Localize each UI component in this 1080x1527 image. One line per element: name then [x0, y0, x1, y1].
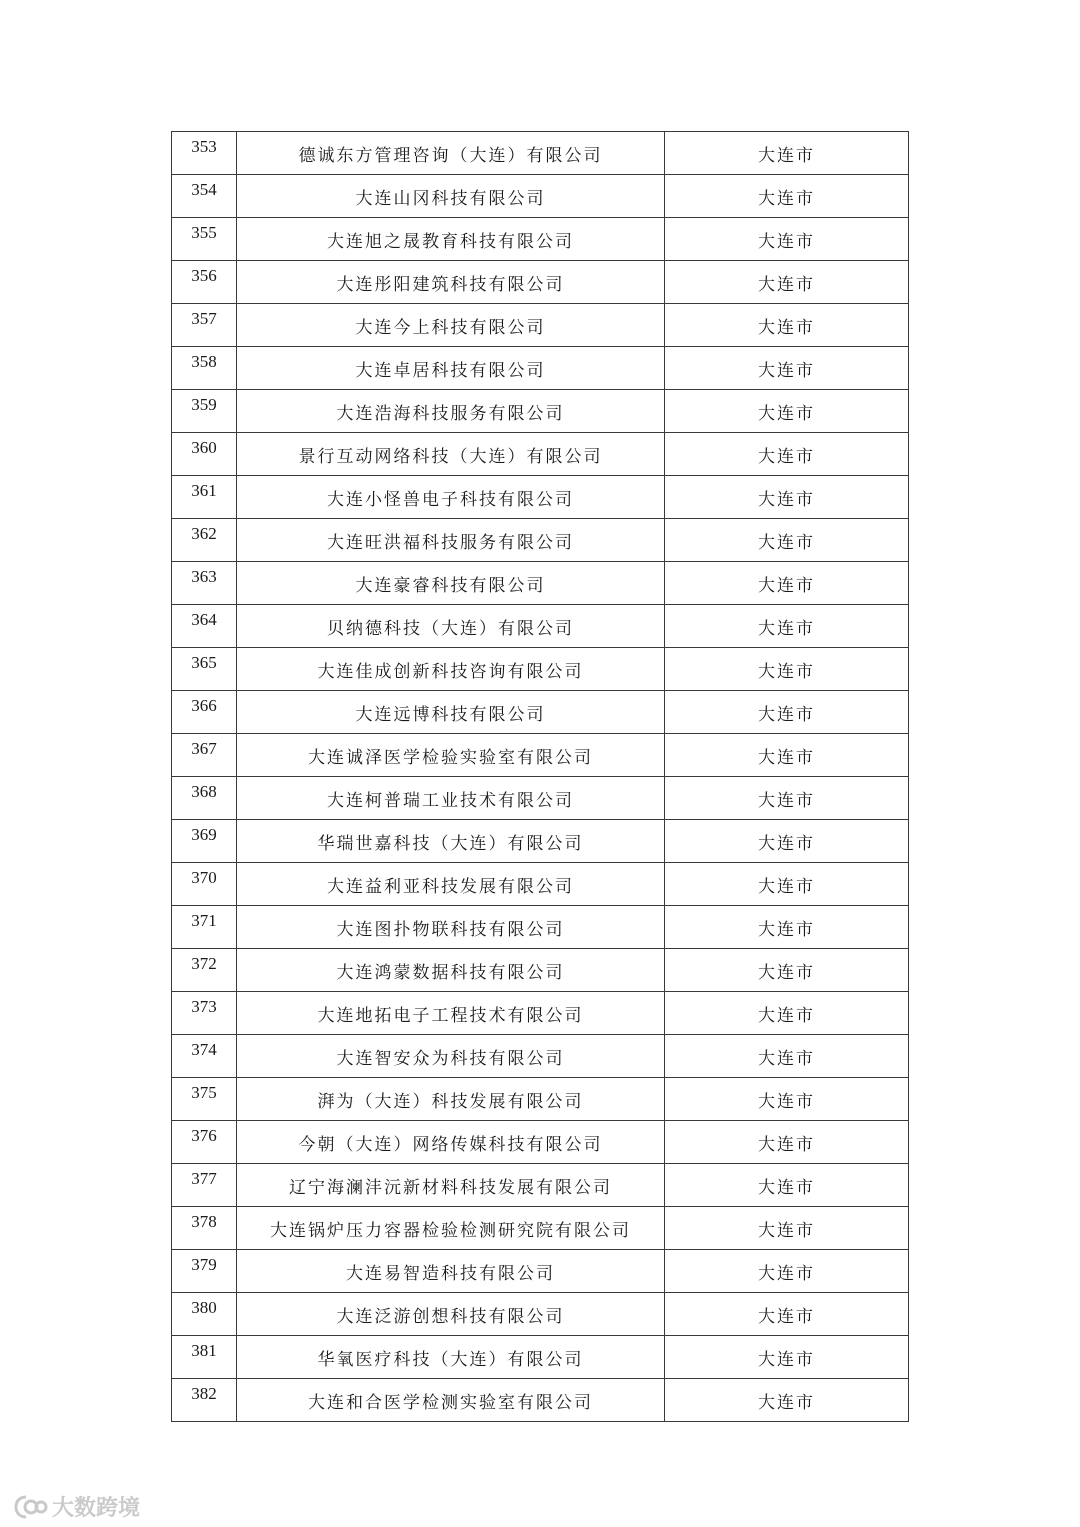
row-number: 354	[172, 175, 237, 218]
table-row	[172, 1121, 909, 1164]
table-row	[172, 519, 909, 562]
city-name: 大连市	[665, 1207, 909, 1250]
city-name: 大连市	[665, 132, 909, 175]
row-number: 366	[172, 691, 237, 734]
watermark-text: 大数跨境	[52, 1496, 141, 1521]
company-name: 大连远博科技有限公司	[237, 691, 665, 734]
company-name: 景行互动网络科技（大连）有限公司	[237, 433, 665, 476]
table-row	[172, 648, 909, 691]
company-name: 大连益利亚科技发展有限公司	[237, 863, 665, 906]
company-name: 贝纳德科技（大连）有限公司	[237, 605, 665, 648]
company-name: 大连豪睿科技有限公司	[237, 562, 665, 605]
city-name: 大连市	[665, 605, 909, 648]
row-number: 379	[172, 1250, 237, 1293]
city-name: 大连市	[665, 863, 909, 906]
city-name: 大连市	[665, 347, 909, 390]
row-number: 373	[172, 992, 237, 1035]
city-name: 大连市	[665, 777, 909, 820]
table-row	[172, 562, 909, 605]
city-name: 大连市	[665, 218, 909, 261]
table-row	[172, 175, 909, 218]
table-row	[172, 1078, 909, 1121]
city-name: 大连市	[665, 648, 909, 691]
table-row	[172, 1035, 909, 1078]
row-number: 365	[172, 648, 237, 691]
city-name: 大连市	[665, 1379, 909, 1422]
row-number: 358	[172, 347, 237, 390]
row-number: 370	[172, 863, 237, 906]
city-name: 大连市	[665, 691, 909, 734]
city-name: 大连市	[665, 304, 909, 347]
table-row	[172, 1379, 909, 1422]
company-name: 大连佳成创新科技咨询有限公司	[237, 648, 665, 691]
row-number: 369	[172, 820, 237, 863]
company-name: 大连卓居科技有限公司	[237, 347, 665, 390]
row-number: 356	[172, 261, 237, 304]
table-row	[172, 1336, 909, 1379]
company-name: 大连和合医学检测实验室有限公司	[237, 1379, 665, 1422]
company-name: 大连泛游创想科技有限公司	[237, 1293, 665, 1336]
row-number: 363	[172, 562, 237, 605]
row-number: 378	[172, 1207, 237, 1250]
table-row	[172, 863, 909, 906]
row-number: 374	[172, 1035, 237, 1078]
row-number: 368	[172, 777, 237, 820]
table-row	[172, 777, 909, 820]
table-body	[172, 132, 909, 1422]
row-number: 372	[172, 949, 237, 992]
city-name: 大连市	[665, 476, 909, 519]
row-number: 355	[172, 218, 237, 261]
company-name: 大连旺洪福科技服务有限公司	[237, 519, 665, 562]
company-name: 大连浩海科技服务有限公司	[237, 390, 665, 433]
company-name: 大连山冈科技有限公司	[237, 175, 665, 218]
city-name: 大连市	[665, 175, 909, 218]
city-name: 大连市	[665, 949, 909, 992]
row-number: 371	[172, 906, 237, 949]
row-number: 357	[172, 304, 237, 347]
company-name: 大连图扑物联科技有限公司	[237, 906, 665, 949]
row-number: 367	[172, 734, 237, 777]
row-number: 375	[172, 1078, 237, 1121]
company-name: 辽宁海澜沣沅新材料科技发展有限公司	[237, 1164, 665, 1207]
city-name: 大连市	[665, 519, 909, 562]
company-name: 大连地拓电子工程技术有限公司	[237, 992, 665, 1035]
city-name: 大连市	[665, 906, 909, 949]
table-row	[172, 1293, 909, 1336]
city-name: 大连市	[665, 1121, 909, 1164]
table-row	[172, 820, 909, 863]
table-row	[172, 949, 909, 992]
table-row	[172, 992, 909, 1035]
row-number: 380	[172, 1293, 237, 1336]
table-row	[172, 218, 909, 261]
row-number: 377	[172, 1164, 237, 1207]
city-name: 大连市	[665, 1293, 909, 1336]
row-number: 376	[172, 1121, 237, 1164]
company-name: 大连锅炉压力容器检验检测研究院有限公司	[237, 1207, 665, 1250]
city-name: 大连市	[665, 734, 909, 777]
city-name: 大连市	[665, 1035, 909, 1078]
row-number: 362	[172, 519, 237, 562]
city-name: 大连市	[665, 1164, 909, 1207]
table-row	[172, 1164, 909, 1207]
table-row	[172, 1250, 909, 1293]
table-row	[172, 906, 909, 949]
company-name: 华瑞世嘉科技（大连）有限公司	[237, 820, 665, 863]
city-name: 大连市	[665, 1078, 909, 1121]
table-row	[172, 1207, 909, 1250]
row-number: 364	[172, 605, 237, 648]
company-name: 今朝（大连）网络传媒科技有限公司	[237, 1121, 665, 1164]
company-list-table	[171, 131, 909, 1422]
city-name: 大连市	[665, 562, 909, 605]
city-name: 大连市	[665, 433, 909, 476]
city-name: 大连市	[665, 390, 909, 433]
company-name: 大连彤阳建筑科技有限公司	[237, 261, 665, 304]
company-name: 大连小怪兽电子科技有限公司	[237, 476, 665, 519]
table-row	[172, 304, 909, 347]
table-row	[172, 433, 909, 476]
table-row	[172, 476, 909, 519]
company-name: 华氧医疗科技（大连）有限公司	[237, 1336, 665, 1379]
company-name: 大连鸿蒙数据科技有限公司	[237, 949, 665, 992]
table-row	[172, 734, 909, 777]
city-name: 大连市	[665, 261, 909, 304]
company-name: 湃为（大连）科技发展有限公司	[237, 1078, 665, 1121]
city-name: 大连市	[665, 992, 909, 1035]
brand-logo-icon	[14, 1494, 48, 1520]
company-name: 大连旭之晟教育科技有限公司	[237, 218, 665, 261]
row-number: 382	[172, 1379, 237, 1422]
table-row	[172, 691, 909, 734]
row-number: 359	[172, 390, 237, 433]
table-row	[172, 132, 909, 175]
company-name: 大连诚泽医学检验实验室有限公司	[237, 734, 665, 777]
company-name: 大连柯普瑞工业技术有限公司	[237, 777, 665, 820]
watermark	[14, 1491, 140, 1522]
company-name: 大连智安众为科技有限公司	[237, 1035, 665, 1078]
row-number: 381	[172, 1336, 237, 1379]
table-row	[172, 347, 909, 390]
city-name: 大连市	[665, 1336, 909, 1379]
row-number: 353	[172, 132, 237, 175]
company-name: 大连今上科技有限公司	[237, 304, 665, 347]
row-number: 360	[172, 433, 237, 476]
table-row	[172, 390, 909, 433]
table-row	[172, 605, 909, 648]
city-name: 大连市	[665, 820, 909, 863]
company-name: 德诚东方管理咨询（大连）有限公司	[237, 132, 665, 175]
row-number: 361	[172, 476, 237, 519]
company-name: 大连易智造科技有限公司	[237, 1250, 665, 1293]
table-row	[172, 261, 909, 304]
city-name: 大连市	[665, 1250, 909, 1293]
